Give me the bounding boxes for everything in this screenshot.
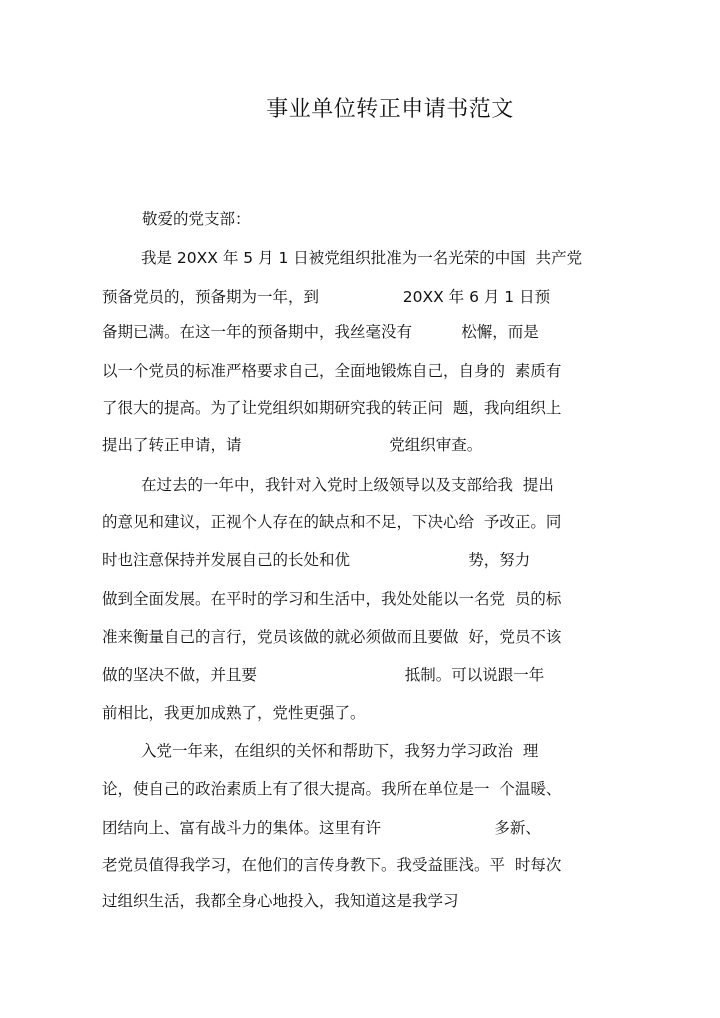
body-line: 备期已满。在这一年的预备期中，我丝毫没有 松懈，而是 xyxy=(102,323,539,341)
body-line: 团结向上、富有战斗力的集体。这里有许 多新、 xyxy=(102,819,541,837)
body-line: 了很大的提高。为了让党组织如期研究我的转正问 题，我向组织上 xyxy=(102,399,562,417)
body-line: 时也注意保持并发展自己的长处和优 势，努力 xyxy=(102,551,531,569)
body-line: 提出了转正申请，请 党组织审查。 xyxy=(102,436,483,454)
body-line: 过组织生活，我都全身心地投入，我知道这是我学习 xyxy=(102,892,459,910)
body-line: 做的坚决不做，并且要 抵制。可以说跟一年 xyxy=(102,666,545,684)
body-line: 以一个党员的标准严格要求自己，全面地锻炼自己，自身的 素质有 xyxy=(102,362,562,380)
body-line: 论，使自己的政治素质上有了很大提高。我所在单位是一 个温暖、 xyxy=(102,780,562,798)
body-line: 前相比，我更加成熟了，党性更强了。 xyxy=(102,704,366,722)
document-title: 事业单位转正申请书范文 xyxy=(266,97,514,122)
body-line: 预备党员的，预备期为一年，到 20XX 年 6 月 1 日预 xyxy=(102,288,551,306)
body-line: 的意见和建议，正视个人存在的缺点和不足，下决心给 予改正。同 xyxy=(102,513,562,531)
body-line: 准来衡量自己的言行，党员该做的就必须做而且要做 好，党员不该 xyxy=(102,628,562,646)
body-line: 在过去的一年中，我针对入党时上级领导以及支部给我 提出 xyxy=(110,476,554,494)
body-line: 入党一年来，在组织的关怀和帮助下，我努力学习政治 理 xyxy=(110,742,539,760)
salutation: 敬爱的党支部： xyxy=(142,210,251,228)
body-line: 老党员值得我学习，在他们的言传身教下。我受益匪浅。平 时每次 xyxy=(102,856,562,874)
body-line: 做到全面发展。在平时的学习和生活中，我处处能以一名党 员的标 xyxy=(102,590,562,608)
body-line: 我是 20XX 年 5 月 1 日被党组织批准为一名光荣的中国 共产党 xyxy=(110,249,583,267)
